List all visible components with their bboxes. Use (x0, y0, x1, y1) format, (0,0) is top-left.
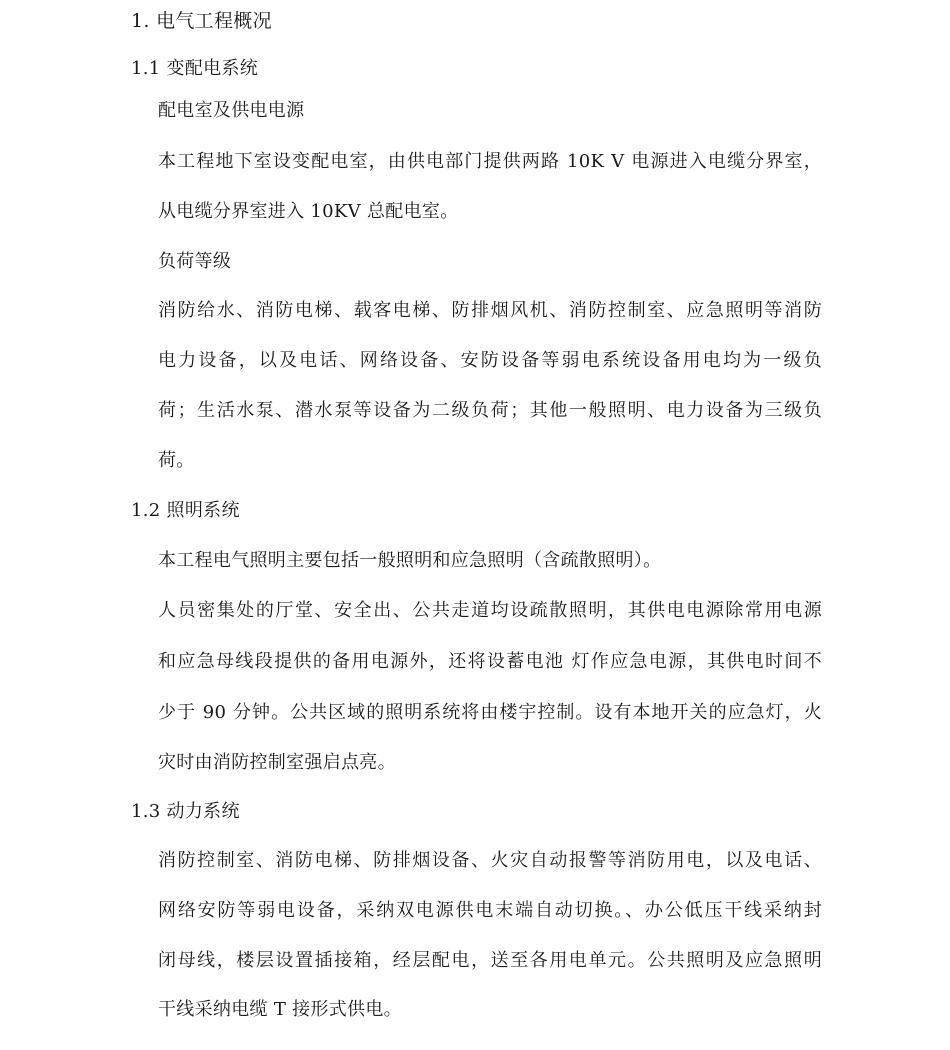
paragraph-line: 从电缆分界室进入 10KV 总配电室。 (158, 201, 459, 222)
paragraph-line: 和应急母线段提供的备用电源外，还将设蓄电池 灯作应急电源，其供电时间不 (158, 651, 822, 672)
paragraph-line: 本工程电气照明主要包括一般照明和应急照明（含疏散照明）。 (158, 550, 662, 571)
paragraph-line: 荷；生活水泵、潜水泵等设备为二级负荷；其他一般照明、电力设备为三级负 (158, 400, 822, 421)
paragraph-line: 闭母线，楼层设置插接箱，经层配电，送至各用电单元。公共照明及应急照明 (158, 950, 822, 971)
paragraph-line: 网络安防等弱电设备，采纳双电源供电末端自动切换。、办公低压干线采纳封 (158, 900, 822, 921)
section-title-power: 1.3 动力系统 (131, 801, 240, 822)
paragraph-line: 荷。 (158, 450, 195, 471)
paragraph-line: 电力设备，以及电话、网络设备、安防设备等弱电系统设备用电均为一级负 (158, 350, 822, 371)
paragraph-line: 本工程地下室设变配电室，由供电部门提供两路 10K V 电源进入电缆分界室， (158, 151, 822, 172)
paragraph-line: 消防控制室、消防电梯、防排烟设备、火灾自动报警等消防用电，以及电话、 (158, 850, 822, 871)
paragraph-line: 少于 90 分钟。公共区域的照明系统将由楼宇控制。设有本地开关的应急灯，火 (158, 702, 822, 723)
paragraph-line: 人员密集处的厅堂、安全出、公共走道均设疏散照明，其供电电源除常用电源 (158, 600, 822, 621)
section-title-lighting: 1.2 照明系统 (131, 500, 240, 521)
subheading-load-level: 负荷等级 (158, 251, 232, 272)
paragraph-line: 干线采纳电缆 T 接形式供电。 (158, 999, 402, 1020)
subheading-power-source: 配电室及供电电源 (158, 100, 305, 121)
heading-electrical-overview: 1. 电气工程概况 (131, 10, 272, 32)
section-title-substation: 1.1 变配电系统 (131, 58, 259, 79)
paragraph-line: 消防给水、消防电梯、载客电梯、防排烟风机、消防控制室、应急照明等消防 (158, 300, 822, 321)
paragraph-line: 灾时由消防控制室强启点亮。 (158, 752, 396, 773)
